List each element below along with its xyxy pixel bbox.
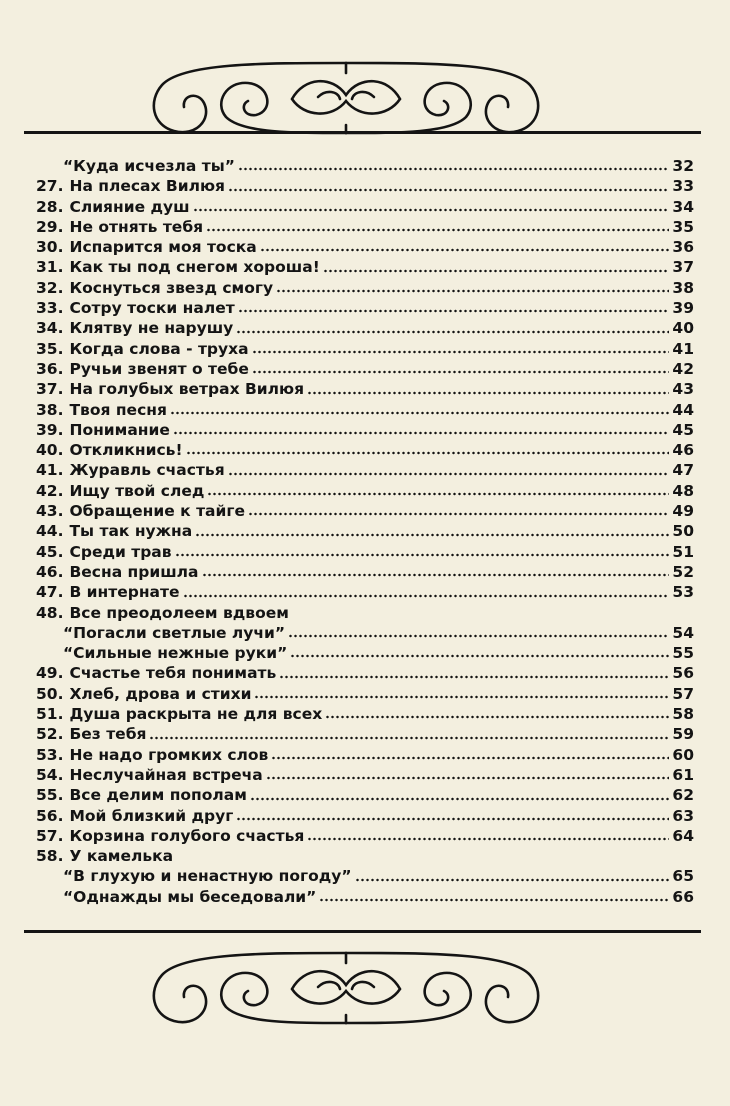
dot-leader <box>195 533 669 537</box>
entry-page: 42 <box>672 359 694 378</box>
entry-title: Все делим пополам <box>69 786 247 805</box>
dot-leader <box>254 695 669 699</box>
scroll-ornament-icon <box>142 55 550 141</box>
toc-entry <box>36 521 694 541</box>
dot-leader <box>170 411 670 415</box>
entry-number: 43. <box>36 502 64 521</box>
toc-entry <box>36 481 694 501</box>
dot-leader <box>183 594 670 598</box>
toc-entry <box>36 237 694 257</box>
toc-entry <box>36 724 694 744</box>
entry-title: Твоя песня <box>69 400 167 419</box>
entry-number: 35. <box>36 339 64 358</box>
entry-number: 27. <box>36 177 64 196</box>
entry-title: У камелька <box>69 847 174 866</box>
entry-title: В интернате <box>69 583 180 602</box>
entry-title: Ты так нужна <box>69 522 193 541</box>
entry-title: “Однажды мы беседовали” <box>63 887 317 906</box>
entry-title: Хлеб, дрова и стихи <box>69 684 252 703</box>
dot-leader <box>173 431 670 435</box>
toc-entry <box>36 298 694 318</box>
entry-number: 44. <box>36 522 64 541</box>
entry-title: На голубых ветрах Вилюя <box>69 380 305 399</box>
dot-leader <box>307 837 669 841</box>
toc-entry <box>36 176 694 196</box>
entry-page: 64 <box>672 826 694 845</box>
entry-title: Неслучайная встреча <box>69 765 263 784</box>
entry-page: 55 <box>672 644 694 663</box>
entry-title: “В глухую и ненастную погоду” <box>63 867 352 886</box>
toc-entry <box>36 603 694 623</box>
entry-page: 47 <box>672 461 694 480</box>
entry-page: 38 <box>672 278 694 297</box>
entry-page: 59 <box>672 725 694 744</box>
dot-leader <box>260 248 670 252</box>
bottom-divider <box>24 930 701 933</box>
toc-entry <box>36 217 694 237</box>
toc-entry <box>36 420 694 440</box>
entry-number: 39. <box>36 420 64 439</box>
entry-page: 53 <box>672 583 694 602</box>
dot-leader <box>325 715 669 719</box>
toc-entry <box>36 562 694 582</box>
toc-entry <box>36 785 694 805</box>
entry-page: 63 <box>672 806 694 825</box>
dot-leader <box>252 370 670 374</box>
entry-number: 33. <box>36 299 64 318</box>
toc-entry <box>36 278 694 298</box>
entry-title: Душа раскрыта не для всех <box>69 705 323 724</box>
toc-entry <box>36 156 694 176</box>
toc-entry <box>36 400 694 420</box>
toc-entry <box>36 440 694 460</box>
toc-entry <box>36 826 694 846</box>
dot-leader <box>238 167 669 171</box>
dot-leader <box>236 330 669 334</box>
entry-page: 50 <box>672 522 694 541</box>
dot-leader <box>228 472 670 476</box>
entry-number: 42. <box>36 481 64 500</box>
entry-title: Не отнять тебя <box>69 217 204 236</box>
entry-number: 37. <box>36 380 64 399</box>
entry-title: Слияние душ <box>69 197 190 216</box>
entry-title: Среди трав <box>69 542 172 561</box>
entry-number: 46. <box>36 562 64 581</box>
dot-leader <box>228 188 669 192</box>
entry-page: 37 <box>672 258 694 277</box>
dot-leader <box>276 289 669 293</box>
dot-leader <box>149 736 669 740</box>
dot-leader <box>186 451 670 455</box>
toc-entry <box>36 623 694 643</box>
entry-title: Не надо громких слов <box>69 745 269 764</box>
entry-title: Журавль счастья <box>69 461 225 480</box>
entry-number: 57. <box>36 826 64 845</box>
entry-number: 36. <box>36 359 64 378</box>
entry-title: Коснуться звезд смогу <box>69 278 274 297</box>
entry-title: Понимание <box>69 420 170 439</box>
dot-leader <box>279 675 669 679</box>
toc-entry <box>36 197 694 217</box>
entry-page: 34 <box>672 197 694 216</box>
dot-leader <box>236 817 669 821</box>
toc-entry <box>36 582 694 602</box>
entry-number: 47. <box>36 583 64 602</box>
entry-page: 61 <box>672 765 694 784</box>
entry-page: 58 <box>672 705 694 724</box>
entry-title: Ручьи звенят о тебе <box>69 359 249 378</box>
entry-page: 41 <box>672 339 694 358</box>
entry-page: 57 <box>672 684 694 703</box>
toc-entry <box>36 846 694 866</box>
entry-number: 32. <box>36 278 64 297</box>
entry-number: 55. <box>36 786 64 805</box>
entry-page: 46 <box>672 441 694 460</box>
dot-leader <box>238 309 670 313</box>
toc-entry <box>36 643 694 663</box>
toc-entry <box>36 359 694 379</box>
dot-leader <box>175 553 670 557</box>
dot-leader <box>323 269 670 273</box>
entry-page: 65 <box>672 867 694 886</box>
dot-leader <box>250 797 670 801</box>
entry-title: Без тебя <box>69 725 147 744</box>
toc-entry <box>36 339 694 359</box>
entry-title: Все преодолеем вдвоем <box>69 603 289 622</box>
entry-page: 54 <box>672 623 694 642</box>
toc-entry <box>36 257 694 277</box>
table-of-contents <box>36 156 694 907</box>
toc-entry <box>36 745 694 765</box>
entry-title: Сотру тоски налет <box>69 299 235 318</box>
entry-page: 66 <box>672 887 694 906</box>
entry-title: Как ты под снегом хороша! <box>69 258 320 277</box>
entry-title: “Погасли светлые лучи” <box>63 623 286 642</box>
dot-leader <box>193 208 670 212</box>
entry-page: 60 <box>672 745 694 764</box>
entry-page: 52 <box>672 562 694 581</box>
entry-title: “Сильные нежные руки” <box>63 644 288 663</box>
dot-leader <box>271 756 669 760</box>
entry-number: 29. <box>36 217 64 236</box>
entry-page: 56 <box>672 664 694 683</box>
entry-number: 53. <box>36 745 64 764</box>
entry-number: 34. <box>36 319 64 338</box>
entry-number: 31. <box>36 258 64 277</box>
entry-page: 44 <box>672 400 694 419</box>
entry-page: 39 <box>672 299 694 318</box>
toc-entry <box>36 542 694 562</box>
entry-title: Корзина голубого счастья <box>69 826 305 845</box>
scroll-ornament-icon <box>142 945 550 1031</box>
entry-page: 40 <box>672 319 694 338</box>
toc-entry <box>36 806 694 826</box>
toc-entry <box>36 866 694 886</box>
entry-title: Испарится моя тоска <box>69 238 257 257</box>
dot-leader <box>252 350 670 354</box>
entry-page: 51 <box>672 542 694 561</box>
entry-number: 51. <box>36 705 64 724</box>
toc-entry <box>36 460 694 480</box>
entry-number: 38. <box>36 400 64 419</box>
dot-leader <box>207 492 669 496</box>
entry-page: 62 <box>672 786 694 805</box>
entry-page: 32 <box>672 157 694 175</box>
toc-entry <box>36 379 694 399</box>
toc-entry <box>36 704 694 724</box>
entry-number: 54. <box>36 765 64 784</box>
entry-number: 40. <box>36 441 64 460</box>
entry-title: Клятву не нарушу <box>69 319 234 338</box>
dot-leader <box>288 634 669 638</box>
entry-page: 45 <box>672 420 694 439</box>
entry-title: Обращение к тайге <box>69 502 245 521</box>
dot-leader <box>307 391 669 395</box>
dot-leader <box>266 776 670 780</box>
dot-leader <box>290 654 669 658</box>
toc-entry <box>36 887 694 907</box>
entry-title: Откликнись! <box>69 441 183 460</box>
toc-entry <box>36 318 694 338</box>
entry-page: 33 <box>672 177 694 196</box>
entry-number: 30. <box>36 238 64 257</box>
entry-page: 48 <box>672 481 694 500</box>
entry-title: Счастье тебя понимать <box>69 664 277 683</box>
entry-page: 43 <box>672 380 694 399</box>
entry-title: Мой близкий друг <box>69 806 234 825</box>
entry-number: 45. <box>36 542 64 561</box>
dot-leader <box>319 898 669 902</box>
top-divider <box>24 131 701 134</box>
entry-number: 41. <box>36 461 64 480</box>
entry-title: Когда слова - труха <box>69 339 249 358</box>
entry-number: 48. <box>36 603 64 622</box>
dot-leader <box>206 228 669 232</box>
toc-entry <box>36 501 694 521</box>
entry-title: Весна пришла <box>69 562 199 581</box>
dot-leader <box>355 878 670 882</box>
entry-title: Ищу твой след <box>69 481 205 500</box>
entry-number: 56. <box>36 806 64 825</box>
toc-entry <box>36 684 694 704</box>
entry-title: “Куда исчезла ты” <box>63 157 235 175</box>
entry-page: 36 <box>672 238 694 257</box>
entry-page: 49 <box>672 502 694 521</box>
entry-number: 52. <box>36 725 64 744</box>
entry-title: На плесах Вилюя <box>69 177 225 196</box>
dot-leader <box>248 512 669 516</box>
entry-number: 50. <box>36 684 64 703</box>
dot-leader <box>202 573 670 577</box>
entry-page: 35 <box>672 217 694 236</box>
toc-entry <box>36 765 694 785</box>
entry-number: 28. <box>36 197 64 216</box>
entry-number: 49. <box>36 664 64 683</box>
toc-entry <box>36 663 694 683</box>
entry-number: 58. <box>36 847 64 866</box>
